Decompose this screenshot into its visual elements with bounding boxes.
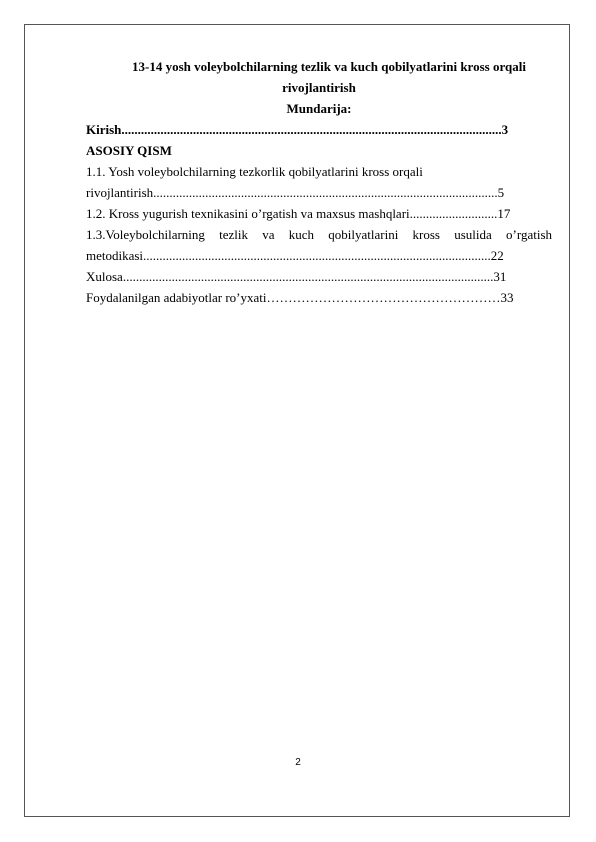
- toc-entry-1-3: 1.3.Voleybolchilarning tezlik va kuch qobilyatlarini kross usulida o’rgatish: [86, 227, 552, 242]
- toc-entry-introduction: Kirish.....................................................................................................................3: [86, 122, 509, 137]
- toc-entry-1-1-continued: rivojlantirish..........................................................................................................5: [86, 185, 505, 200]
- toc-entry-1-3-continued: metodikasi...........................................................................................................22: [86, 248, 504, 263]
- document-title: 13-14 yosh voleybolchilarning tezlik va kuch qobilyatlarini kross orqali: [132, 59, 526, 74]
- toc-entry-conclusion: Xulosa..................................................................................................................31: [86, 269, 507, 284]
- toc-entry-1-1: 1.1. Yosh voleybolchilarning tezkorlik qobilyatlarini kross orqali: [86, 164, 423, 179]
- toc-entry-1-2: 1.2. Kross yugurish texnikasini o’rgatish va maxsus mashqlari...........................17: [86, 206, 511, 221]
- page-number: 2: [295, 757, 301, 768]
- toc-section-heading: ASOSIY QISM: [86, 143, 172, 158]
- toc-entry-references: Foydalanilgan adabiyotlar ro’yxati………………………………………………33: [86, 290, 514, 305]
- document-body: [86, 56, 552, 308]
- document-title-continued: rivojlantirish: [282, 80, 356, 95]
- contents-heading: Mundarija:: [286, 101, 352, 116]
